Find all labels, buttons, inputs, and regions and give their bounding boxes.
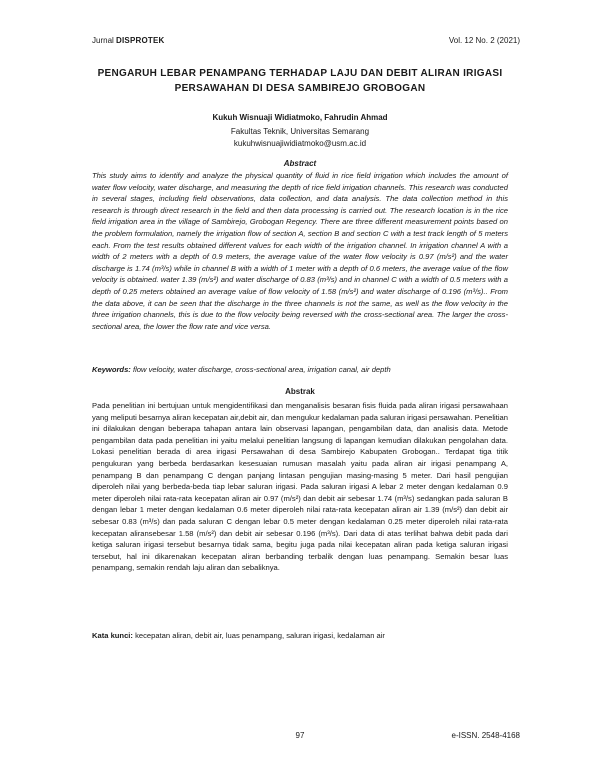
journal-prefix: Jurnal <box>92 36 114 45</box>
issn: e-ISSN. 2548-4168 <box>451 731 520 740</box>
abstract-body-en: This study aims to identify and analyze the physical quantity of fluid in rice field irrigation which includes the amount of water flow velocity, water discharge, and measuring the depth of rice field irrigation channels. This research was conducted in several stages, including field observations, data collection, and data analysis. The data collection method in this research is through direct research in the field and then data processing is carried out. The research location is in the rice field irrigation area in the village of Sambirejo, Grobogan Regency. There are three different measurement points based on the problem formulation, namely the irrigation flow of section A, section B and section C with a test track length of 5 meters each. From the test results obtained different values for each width of the irrigation channel. In irrigation channel A with a width of 2 meters with a depth of 0.9 meters, the average value of the water flow velocity is 0.97 (m/s²) and the water discharge is 1.74 (m³/s) while in channel B with a width of 1 meter with a depth of 0.6 meters, the average value of the flow velocity is obtained. water 1.39 (m/s²) and water discharge of 0.83 (m³/s) and in channel C with a width of 0.5 meters with a depth of 0.25 meters obtained an average value of flow velocity of 1.58 (m/s²) and water discharge of 0.196 (m³/s).. From the data above, it can be seen that the discharge in the three channels is not the same, as well as the flow velocity in the three irrigation channels, this is due to the flow velocity being reversed with the cross-sectional area. The larger the cross-sectional area, the lower the flow rate and vice versa. <box>92 171 508 331</box>
author-email[interactable]: kukuhwisnuajiwidiatmoko@usm.ac.id <box>233 139 367 148</box>
keywords-text-en: flow velocity, water discharge, cross-sectional area, irrigation canal, air depth <box>132 365 391 374</box>
authors: Kukuh Wisnuaji Widiatmoko, Fahrudin Ahmad <box>212 113 388 122</box>
keywords-id <box>92 631 508 640</box>
affiliation: Fakultas Teknik, Universitas Semarang <box>230 127 370 136</box>
abstract-heading-id: Abstrak <box>285 387 315 396</box>
abstract-body-id: Pada penelitian ini bertujuan untuk mengidentifikasi dan menganalisis besaran fisis fluida pada aliran irigasi persawahaan yang meliputi besarnya aliran kecepatan air,debit air, dan mengukur kedalaman pada saluran irigasi persawahan. Penelitian ini dilakukan dengan beberapa tahapan antara lain observasi lapangan, pengambilan data, dan analisis data. Metode pengambilan data pada penelitian ini yaitu melalui penelitian langsung di lapangan kemudian dilakukan pengolahan data. Lokasi penelitian berada di area irigasi Persawahan di desa Sambirejo Kabupaten Grobogan.. Terdapat tiga titik pengukuran yang berbeda berdasarkan kesesuaian rumusan masalah yaitu pada aliran air irigasi penampang A, penampang B dan penampang C dengan panjang lintasan pengujian masing-masing 5 meter. Dari hasil pengujian diperoleh nilai yang berbeda-beda tiap lebar saluran irigasi. Pada saluran irigasi A lebar 2 meter dengan kedalaman 0.9 meter diperoleh nilai rata-rata kecepatan aliran air 0.97 (m/s²) dan debit air sebesar 1.74 (m³/s) sedangkan pada saluran B dengan lebar 1 meter dengan kedalaman 0.6 meter diperoleh nilai rata-rata kecepatan aliran air 1.39 (m/s²) dan debit air sebesar 0.83 (m³/s) dan pada saluran C dengan lebar 0.5 meter dengan kedalaman 0.25 meter diperoleh nilai rata-rata kecepatan aliransebesar 1.58 (m/s²) dan debit air sebesar 0.196 (m³/s). Dari data di atas terlihat bahwa debit pada dari ketiga saluran irigasi tersebut besarnya tidak sama, begitu juga pada nilai kecepatan aliran pada ketiga saluran irigasi tersebut, hal ini dikarenakan kecepatan aliran berbanding terbalik dengan luas penampang. Semakin besar luas penampang, semakin rendah laju aliran dan sebaliknya. <box>92 401 508 573</box>
abstract-heading-en: Abstract <box>283 159 317 168</box>
volume-info: Vol. 12 No. 2 (2021) <box>448 36 520 45</box>
keywords-text-id: kecepatan aliran, debit air, luas penampang, saluran irigasi, kedalaman air <box>135 631 385 640</box>
journal-name: DISPROTEK <box>116 36 165 45</box>
keywords-en <box>92 365 508 374</box>
journal-header <box>92 36 165 45</box>
keywords-label-id: Kata kunci: <box>92 631 133 640</box>
keywords-label-en: Keywords: <box>92 365 131 374</box>
paper-title: PENGARUH LEBAR PENAMPANG TERHADAP LAJU DAN DEBIT ALIRAN IRIGASI PERSAWAHAN DI DESA SAMBIREJO GROBOGAN <box>97 68 503 94</box>
page-number: 97 <box>295 731 305 740</box>
